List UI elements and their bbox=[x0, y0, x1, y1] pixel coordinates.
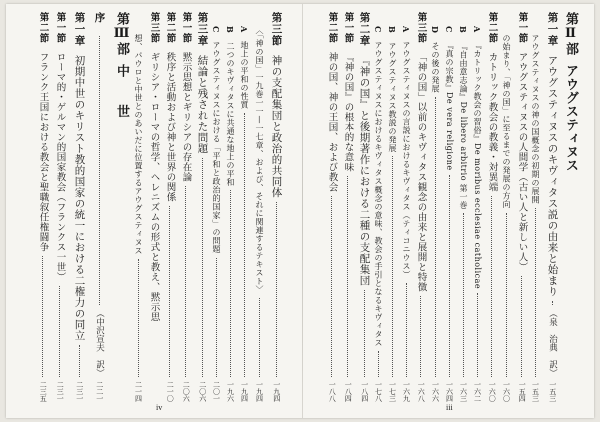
toc-entry-label: 第二節 bbox=[486, 12, 498, 44]
toc-entry bbox=[212, 26, 220, 402]
dot-leader bbox=[535, 208, 536, 377]
toc-entry-label: C bbox=[444, 26, 454, 34]
dot-leader bbox=[491, 196, 492, 378]
toc-entry bbox=[402, 26, 410, 402]
toc-entry-title: フランク王国における教会と聖職叙任権闘争 bbox=[37, 51, 49, 252]
dot-leader bbox=[259, 298, 260, 377]
toc-entry-title: 〈「神の国」一九巻一一—一七章、および、それに関連するテキスト〉 bbox=[255, 26, 264, 294]
toc-entry bbox=[416, 12, 426, 402]
toc-entry-title: アウグスティヌスの言説におけるキヴィタス（ティコニウス） bbox=[402, 41, 411, 280]
page-ref: 一六〇 bbox=[502, 381, 511, 402]
toc-entry-title: 二つのキヴィタスに共通な地上の平和 bbox=[226, 41, 235, 187]
toc-entry bbox=[473, 26, 481, 402]
toc-entry-title: 黙示思想とギリシアの存在論 bbox=[180, 51, 192, 182]
toc-entry bbox=[564, 12, 577, 352]
page-ref: 二一四 bbox=[134, 381, 143, 402]
toc-entry-label: 第二章 bbox=[358, 12, 371, 47]
page-ref: 一八四 bbox=[344, 381, 353, 402]
page-ref: 一六九 bbox=[402, 381, 411, 402]
toc-entry bbox=[388, 26, 396, 402]
toc-entry-title: ギリシア・ローマの哲学、ヘレニズムの形式と教え、黙示思 bbox=[148, 51, 160, 322]
toc-entry bbox=[431, 26, 439, 402]
toc-entry-title: 『神の国』の根本的な意味 bbox=[342, 51, 354, 172]
page-ref: 二〇六 bbox=[182, 381, 191, 402]
toc-entry-title: 中 世 bbox=[114, 64, 129, 118]
toc-entry-label: 序 bbox=[93, 12, 106, 24]
dot-leader bbox=[463, 213, 464, 377]
toc-entry-label: C bbox=[211, 26, 221, 34]
page-ref: 一九六 bbox=[226, 381, 235, 402]
translator-credit: （泉 治典 訳） bbox=[547, 309, 558, 377]
toc-entry-label: 第三節 bbox=[415, 12, 427, 44]
toc-entry-title: アウグスティヌス bbox=[563, 64, 578, 172]
toc-entry bbox=[343, 12, 353, 402]
toc-entry-label: A bbox=[401, 26, 411, 34]
toc-entry-label: B bbox=[225, 26, 235, 34]
toc-entry-title: アウグスティヌス教説の発展 bbox=[388, 41, 397, 153]
dot-leader bbox=[185, 186, 186, 378]
dot-leader bbox=[364, 290, 365, 378]
toc-entry-title: 地上の平和の性質 bbox=[240, 41, 249, 110]
page-ref: 二〇一 bbox=[212, 381, 221, 402]
toc-entry-label: 第Ⅱ部 bbox=[563, 12, 578, 56]
toc-entry bbox=[226, 26, 234, 402]
page-ref: 一五三 bbox=[531, 381, 540, 402]
toc-entry bbox=[445, 26, 453, 402]
dot-leader bbox=[169, 206, 170, 378]
toc-entry-label: 第一節 bbox=[342, 12, 354, 44]
toc-entry bbox=[134, 34, 142, 402]
toc-entry-title: 結論と残された問題 bbox=[196, 54, 209, 154]
dot-leader bbox=[347, 176, 348, 378]
toc-entry-title: アウグスティヌスにおけるキヴィタス概念の意味、教会の手引となるキヴィタス bbox=[374, 41, 383, 348]
page-ref: 一六四 bbox=[445, 381, 454, 402]
toc-entry bbox=[94, 12, 105, 402]
dot-leader bbox=[79, 345, 80, 378]
page-ref: 二二一 bbox=[95, 381, 104, 402]
dot-leader bbox=[420, 296, 421, 378]
translator-credit: （中沢宣夫 訳） bbox=[94, 309, 105, 377]
page-ref: 一七三 bbox=[388, 381, 397, 402]
toc-entry bbox=[502, 34, 510, 402]
page-ref: 一六六 bbox=[431, 381, 440, 402]
toc-entry bbox=[459, 26, 467, 402]
toc-entry-label: 第一章 bbox=[73, 12, 86, 47]
toc-entry bbox=[197, 12, 208, 402]
toc-entry bbox=[531, 34, 539, 402]
page-ref: 一九四 bbox=[255, 381, 264, 402]
toc-entry bbox=[487, 12, 497, 402]
dot-leader bbox=[331, 196, 332, 378]
toc-entry bbox=[115, 12, 128, 352]
toc-entry bbox=[271, 12, 282, 402]
dot-leader bbox=[435, 97, 436, 377]
dot-leader bbox=[276, 202, 277, 378]
page-ref: 一六八 bbox=[417, 381, 426, 402]
page-ref: 一六三 bbox=[459, 381, 468, 402]
toc-entry bbox=[165, 12, 175, 402]
toc-entry bbox=[517, 12, 527, 402]
dot-leader bbox=[521, 276, 522, 378]
right-page-number: iii bbox=[446, 403, 453, 412]
toc-entry-label: D bbox=[430, 26, 440, 34]
dot-leader bbox=[392, 156, 393, 377]
toc-entry-label: 第二節 bbox=[37, 12, 49, 44]
toc-entry-title: 『自由意志論』De libero arbitrio 第一巻 bbox=[459, 41, 468, 210]
page-ref: 一九四 bbox=[240, 381, 249, 402]
toc-entry-label: 第Ⅲ部 bbox=[114, 12, 129, 56]
page-ref: 一八八 bbox=[328, 381, 337, 402]
toc-entry-title: 秩序と活動および神と世界の関係 bbox=[164, 51, 176, 202]
dot-leader bbox=[449, 175, 450, 377]
page-ref: 二三一 bbox=[56, 381, 65, 402]
page-ref: 一五三 bbox=[548, 381, 557, 402]
page-ref: 一五四 bbox=[518, 381, 527, 402]
toc-entry bbox=[255, 26, 263, 402]
page-ref: 二〇六 bbox=[198, 381, 207, 402]
page-ref: 一八四 bbox=[360, 381, 369, 402]
dot-leader bbox=[59, 286, 60, 378]
toc-entry-label: C bbox=[373, 26, 383, 34]
dot-leader bbox=[216, 258, 217, 377]
toc-entry-label: A bbox=[239, 26, 249, 34]
toc-entry-title: 『神の国』と後期著作における二種の支配集団 bbox=[358, 54, 371, 286]
page-ref: 二一〇 bbox=[166, 381, 175, 402]
toc-entry-label: 第三節 bbox=[148, 12, 160, 44]
toc-entry-title: カトリック教会の教義・対異端 bbox=[486, 51, 498, 192]
page-ref: 二三一 bbox=[75, 381, 84, 402]
toc-entry-title: アウグスティヌスの人間学（古い人と新しい人） bbox=[516, 51, 528, 272]
toc-entry-label: 第三章 bbox=[196, 12, 209, 47]
book-spread bbox=[6, 4, 594, 418]
dot-leader bbox=[138, 259, 139, 377]
page-ref: 一六〇 bbox=[488, 381, 497, 402]
toc-entry bbox=[38, 12, 48, 402]
right-page bbox=[303, 4, 594, 418]
dot-leader bbox=[244, 113, 245, 377]
page-ref: 一六二 bbox=[473, 381, 482, 402]
toc-entry-title: その後の発展 bbox=[431, 41, 440, 93]
toc-entry-title: 「神の国」以前のキヴィタス観念の由来と展開と特徴 bbox=[415, 51, 427, 292]
toc-entry-title: の始まり、「神の国」に至るまでの発展の方向 bbox=[502, 34, 511, 209]
toc-entry bbox=[374, 26, 382, 402]
toc-entry-title: 『カトリック教会の習俗』De moribus ecclesiae catholicae bbox=[473, 41, 482, 290]
dot-leader bbox=[378, 351, 379, 377]
toc-entry bbox=[181, 12, 191, 402]
toc-entry bbox=[547, 12, 558, 402]
dot-leader bbox=[99, 36, 100, 306]
toc-entry-label: 第二節 bbox=[326, 12, 338, 44]
dot-leader bbox=[506, 213, 507, 378]
dot-leader bbox=[42, 256, 43, 378]
page-ref: 一七八 bbox=[374, 381, 383, 402]
toc-entry-title: 初期中世のキリスト教的国家の統一における二権力の同立 bbox=[73, 54, 86, 341]
toc-entry-title: ローマ的・ゲルマン的国家教会（フランクス一世） bbox=[54, 51, 66, 282]
left-page-number: iv bbox=[156, 403, 163, 412]
toc-entry-label: 第一章 bbox=[546, 12, 559, 47]
left-page bbox=[6, 4, 302, 418]
toc-entry-label: 第一節 bbox=[54, 12, 66, 44]
toc-entry bbox=[74, 12, 85, 402]
toc-entry bbox=[359, 12, 370, 402]
toc-entry bbox=[149, 12, 159, 402]
toc-entry-title: アウグスティヌスのキヴィタス説の由来と始まり bbox=[546, 54, 559, 297]
dot-leader bbox=[202, 158, 203, 378]
toc-entry bbox=[240, 26, 248, 402]
toc-entry bbox=[55, 12, 65, 402]
toc-entry-label: 第一節 bbox=[180, 12, 192, 44]
toc-entry-title: 神の支配集団と政治的共同体 bbox=[270, 54, 283, 198]
toc-entry-label: 第三節 bbox=[270, 12, 283, 47]
toc-entry-title: 神の国、神の王国、および教会 bbox=[326, 51, 338, 192]
toc-entry-title: 想、パウロと中世とのあいだに位置するアウグスティヌス bbox=[134, 34, 143, 255]
toc-entry-title: 『真の宗教』De vera religione bbox=[445, 41, 454, 172]
page-ref: 一九四 bbox=[272, 381, 281, 402]
toc-entry-label: B bbox=[387, 26, 397, 34]
dot-leader bbox=[406, 283, 407, 377]
toc-entry-label: 第二節 bbox=[164, 12, 176, 44]
dot-leader bbox=[552, 301, 553, 306]
toc-entry-label: 第一節 bbox=[516, 12, 528, 44]
toc-entry-title: アウグスティヌスの神の国概念の初期の展開 bbox=[531, 34, 540, 204]
dot-leader bbox=[477, 293, 478, 377]
toc-entry-label: B bbox=[458, 26, 468, 34]
toc-entry-label: A bbox=[472, 26, 482, 34]
dot-leader bbox=[230, 190, 231, 377]
toc-entry-title: アウグスティヌスにおける「平和と政治的国家」の問題 bbox=[212, 41, 221, 254]
toc-entry bbox=[327, 12, 337, 402]
page-ref: 二三五 bbox=[39, 381, 48, 402]
